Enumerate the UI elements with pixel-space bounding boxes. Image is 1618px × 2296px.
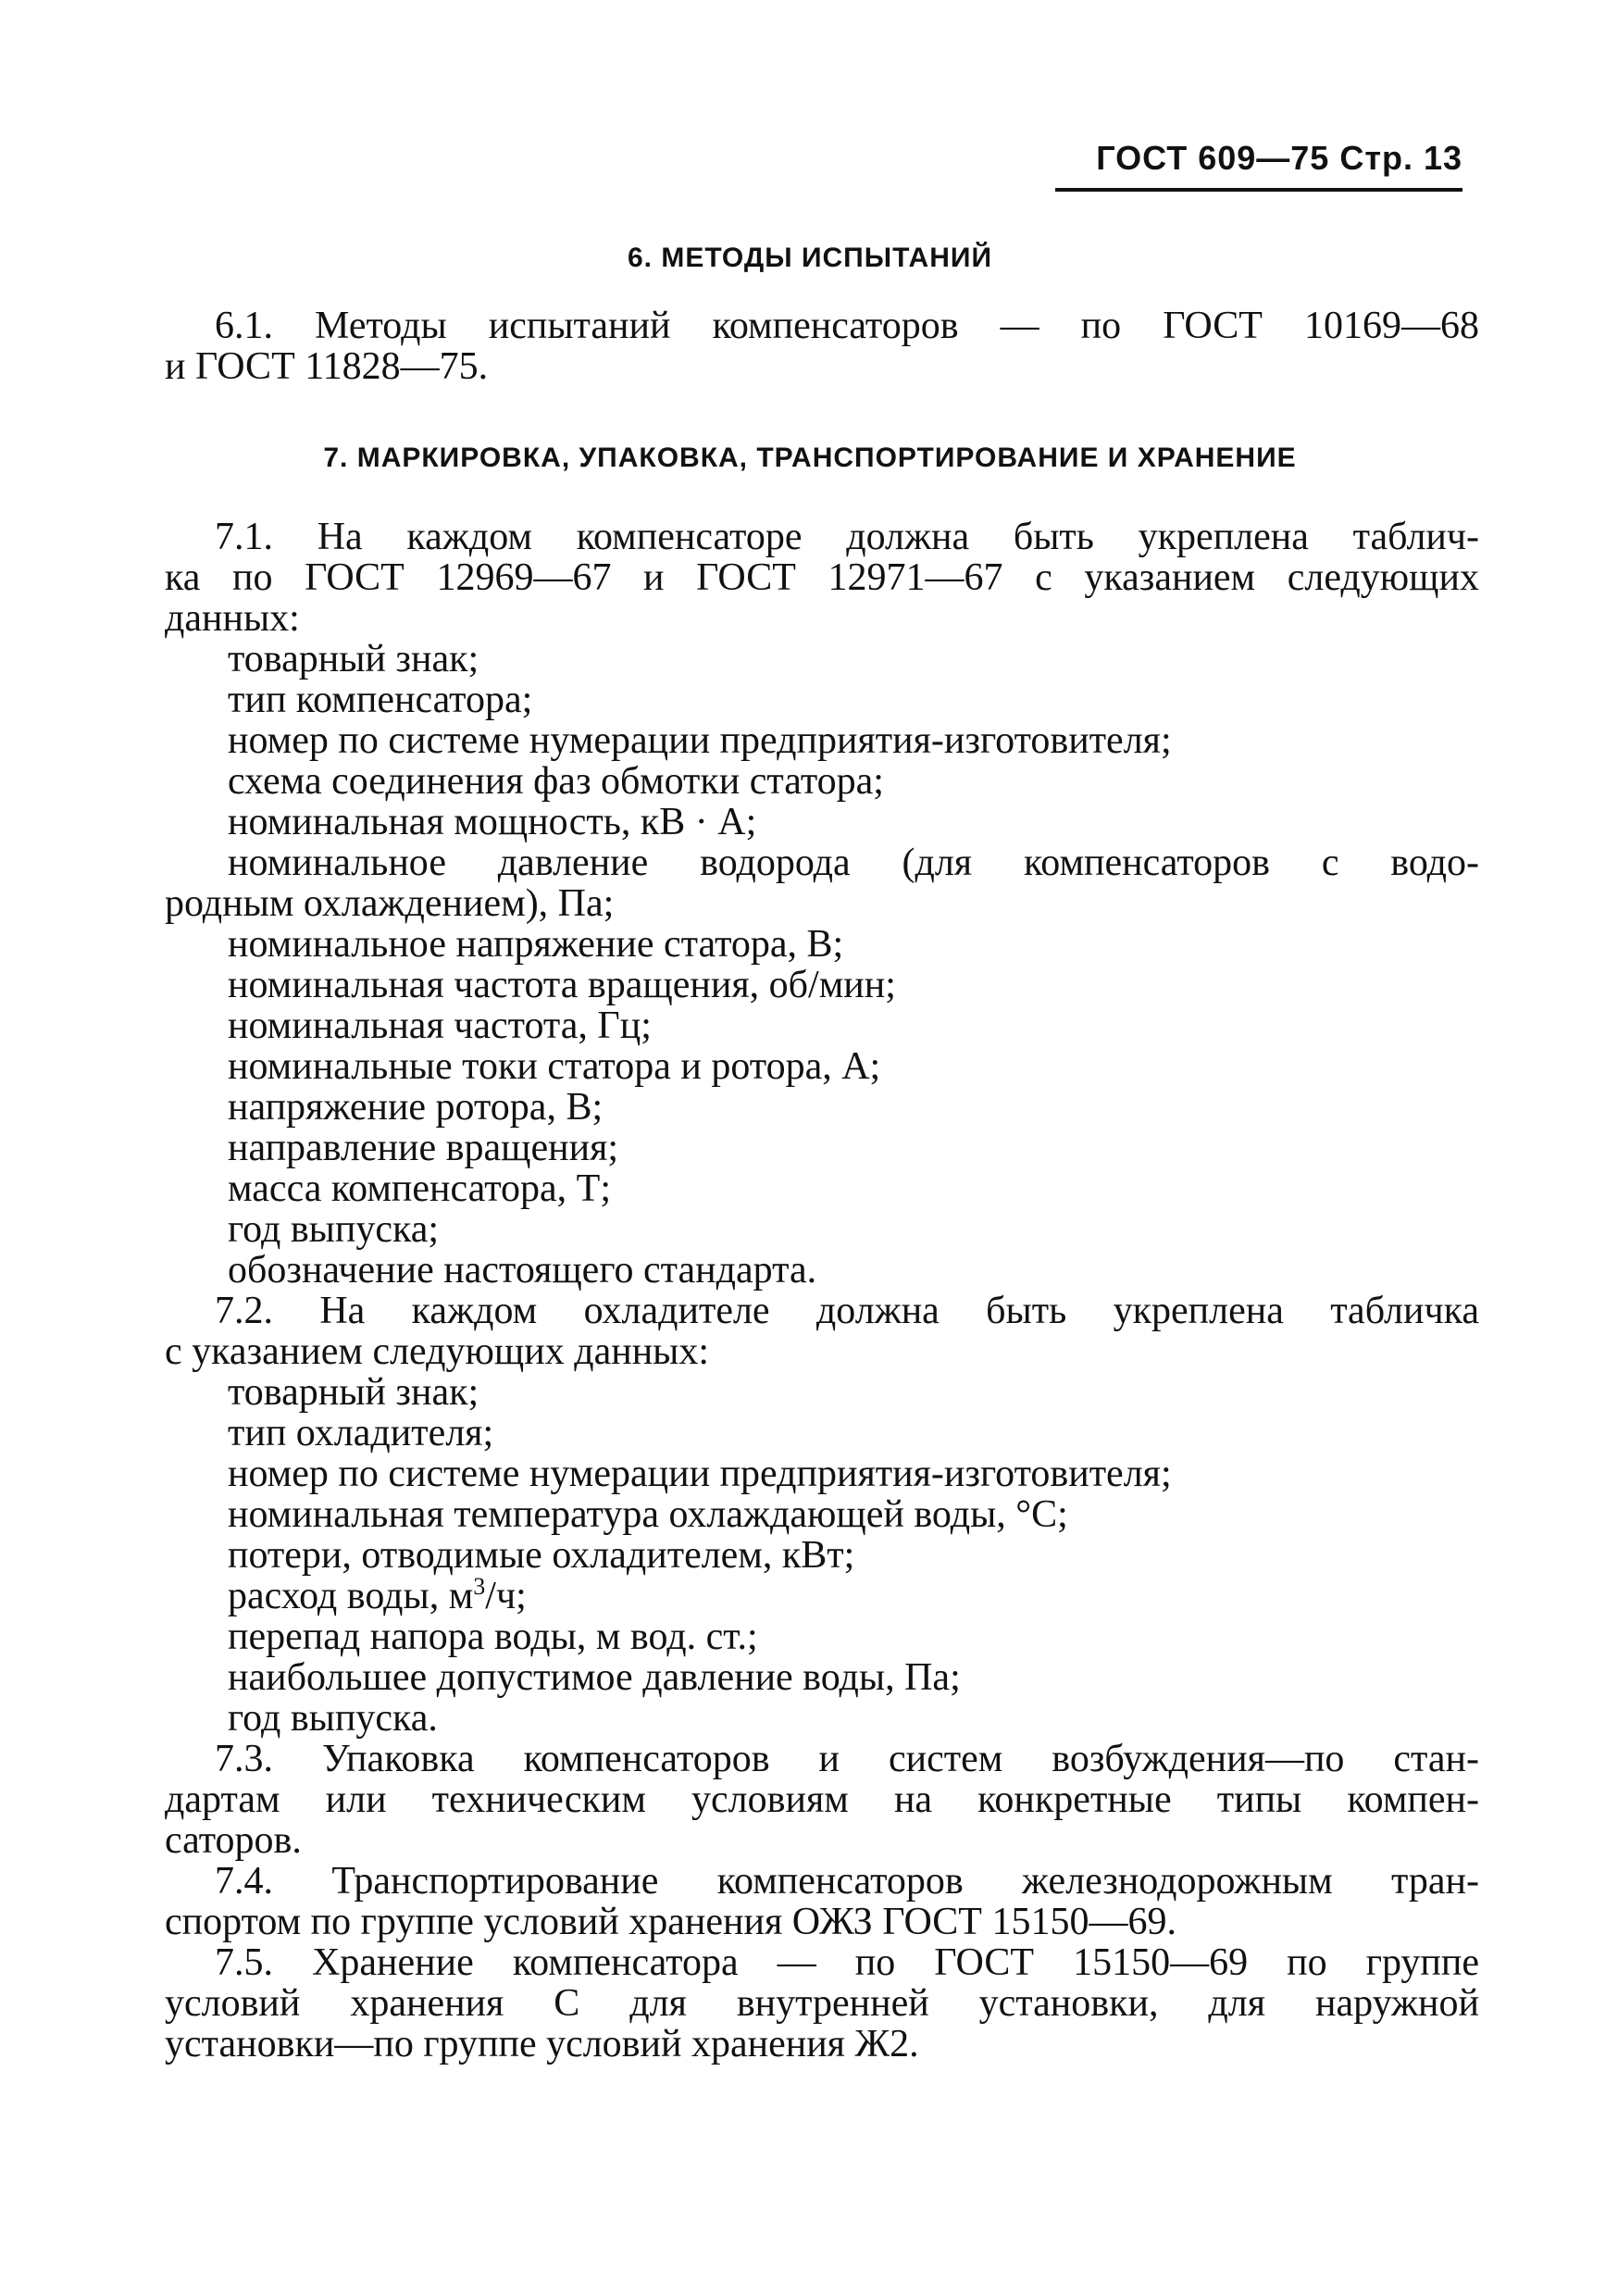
superscript-3: 3 — [473, 1573, 486, 1600]
water-flow-text: расход воды, м — [228, 1575, 474, 1617]
paragraph-line: 6.1. Методы испытаний компенсаторов — по ГОСТ 10169—68 — [215, 305, 1479, 347]
paragraph-line: установки—по группе условий хранения Ж2. — [165, 2023, 919, 2065]
header-rule — [1055, 188, 1462, 192]
list-item: номинальная мощность, кВ · А; — [228, 801, 757, 843]
list-item: номинальное давление водорода (для компенсаторов с водо- — [228, 842, 1479, 884]
water-flow-unit: /ч; — [485, 1575, 527, 1617]
list-item: наибольшее допустимое давление воды, Па; — [228, 1656, 961, 1699]
list-item: номинальное напряжение статора, В; — [228, 923, 844, 966]
list-item: перепад напора воды, м вод. ст.; — [228, 1616, 758, 1658]
section-6-title: 6. МЕТОДЫ ИСПЫТАНИЙ — [628, 243, 992, 273]
section-7-title: 7. МАРКИРОВКА, УПАКОВКА, ТРАНСПОРТИРОВАНИЕ И ХРАНЕНИЕ — [323, 443, 1297, 473]
paragraph-line: данных: — [165, 597, 300, 640]
list-item: напряжение ротора, В; — [228, 1086, 604, 1129]
paragraph-line: ка по ГОСТ 12969—67 и ГОСТ 12971—67 с указанием следующих — [165, 556, 1479, 599]
list-item: тип охладителя; — [228, 1412, 494, 1454]
list-item: товарный знак; — [228, 1371, 479, 1414]
list-7-2 — [228, 1372, 1479, 1739]
list-item: номинальная частота, Гц; — [228, 1004, 652, 1047]
paragraph-line: условий хранения С для внутренней установки, для наружной — [165, 1982, 1479, 2025]
list-item: тип компенсатора; — [228, 679, 533, 721]
paragraph-7-1 — [165, 517, 1479, 639]
paragraph-line: спортом по группе условий хранения ОЖЗ ГОСТ 15150—69. — [165, 1901, 1176, 1943]
paragraph-7-2 — [165, 1291, 1479, 1372]
paragraph-6-1 — [165, 306, 1479, 387]
paragraph-7-3 — [165, 1739, 1479, 1861]
list-item: масса компенсатора, Т; — [228, 1167, 611, 1210]
paragraph-line: 7.4. Транспортирование компенсаторов железнодорожным тран- — [215, 1860, 1479, 1903]
list-item: направление вращения; — [228, 1127, 619, 1169]
list-item-continuation: родным охлаждением), Па; — [165, 882, 615, 925]
list-item: товарный знак; — [228, 638, 479, 680]
paragraph-line: с указанием следующих данных: — [165, 1330, 710, 1373]
paragraph-7-4 — [165, 1861, 1479, 1942]
list-item: потери, отводимые охладителем, кВт; — [228, 1534, 855, 1577]
list-7-1-continuation — [165, 883, 1479, 924]
list-item: номинальная частота вращения, об/мин; — [228, 964, 896, 1006]
list-item: обозначение настоящего стандарта. — [228, 1249, 817, 1292]
paragraph-line: саторов. — [165, 1819, 302, 1862]
paragraph-line: 7.3. Упаковка компенсаторов и систем возбуждения—по стан- — [215, 1738, 1479, 1780]
list-7-1-rest — [228, 924, 1479, 1291]
list-item: год выпуска; — [228, 1208, 440, 1251]
list-7-1 — [228, 639, 1479, 883]
paragraph-line: 7.5. Хранение компенсатора — по ГОСТ 15150—69 по группе — [215, 1941, 1479, 1984]
list-item: номинальные токи статора и ротора, А; — [228, 1045, 881, 1088]
list-item-water-flow — [228, 1573, 1479, 1617]
list-item: схема соединения фаз обмотки статора; — [228, 760, 884, 803]
paragraph-line: 7.2. На каждом охладителе должна быть укреплена табличка — [215, 1290, 1479, 1332]
paragraph-line: 7.1. На каждом компенсаторе должна быть укреплена таблич- — [215, 516, 1479, 558]
list-item: номер по системе нумерации предприятия-изготовителя; — [228, 719, 1172, 762]
paragraph-line: дартам или техническим условиям на конкретные типы компен- — [165, 1778, 1479, 1821]
paragraph-line: и ГОСТ 11828—75. — [165, 345, 489, 388]
list-item: номер по системе нумерации предприятия-изготовителя; — [228, 1453, 1172, 1495]
list-item: номинальная температура охлаждающей воды, °С; — [228, 1493, 1068, 1536]
running-header: ГОСТ 609—75 Стр. 13 — [1096, 139, 1462, 177]
paragraph-7-5 — [165, 1942, 1479, 2065]
list-item: год выпуска. — [228, 1697, 438, 1740]
